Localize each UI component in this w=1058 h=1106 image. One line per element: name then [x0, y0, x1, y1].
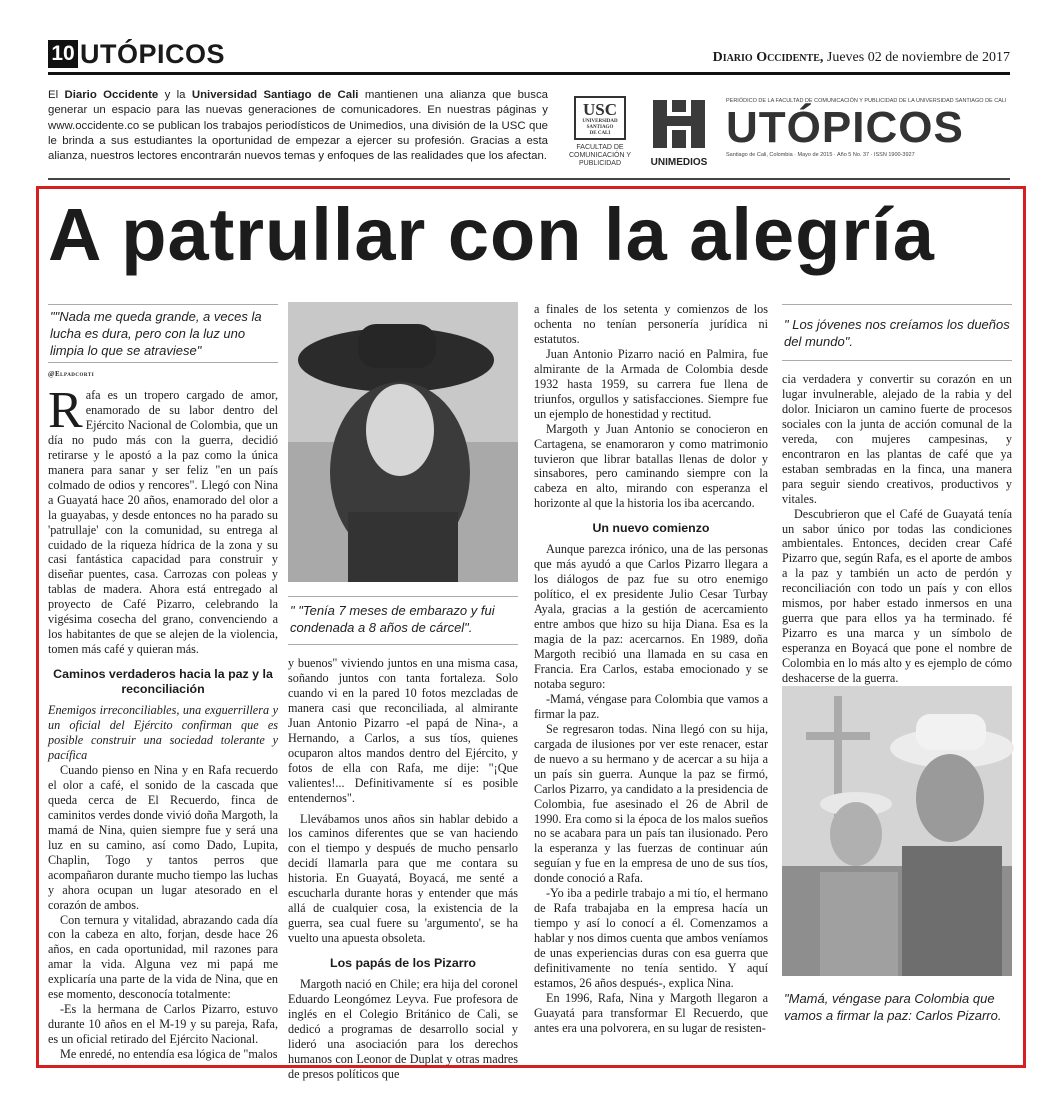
header-rule: [48, 72, 1010, 75]
page-number: 10: [48, 40, 78, 68]
pull-quote: ""Nada me queda grande, a veces la lucha es dura, pero con la luz uno limpia lo que se atraviese": [50, 309, 262, 358]
paragraph: -Mamá, véngase para Colombia que vamos a firmar la paz.: [534, 691, 768, 721]
quote-rule: [782, 360, 1012, 361]
quote-rule: [48, 304, 278, 305]
intro-text: El: [48, 89, 65, 101]
utopicos-wordmark: UTÓPICOS: [726, 103, 964, 152]
usc-logo: [565, 96, 635, 168]
unimedios-label: UNIMEDIOS: [650, 157, 708, 168]
usc-line: SANTIAGO: [586, 125, 614, 130]
utopicos-logo: [726, 98, 1007, 158]
utopicos-tagline: PERIÓDICO DE LA FACULTAD DE COMUNICACIÓN Y PUBLICIDAD DE LA UNIVERSIDAD SANTIAGO DE CALI: [726, 98, 1007, 104]
column-1: [48, 382, 278, 1062]
usc-faculty: FACULTAD DE COMUNICACIÓN Y PUBLICIDAD: [568, 144, 632, 167]
paragraph: Se regresaron todas. Nina llegó con su hija, cargada de ilusiones por ver este renacer, estar de nuevo a su hermano y de acercar a su hija a un país sin guerra. Aunque la paz se firmó, Carlos Pizarro, ya candidato a la presidencia de Colombia, fue asesinado el 26 de Abril de 1990. Era como si la época de los malos sueños no se acabara para un país tan ilusionado. Pero la esperanza y las fuerzas de continuar aún seguían y fue en la empresa de uno de sus tíos, donde conoció a Rafa.: [534, 721, 768, 886]
usc-line: DE CALI: [589, 131, 611, 136]
intro-paragraph: [48, 88, 548, 164]
photo-woman-hat: [288, 302, 518, 582]
quote-rule: [782, 304, 1012, 305]
paragraph: -Es la hermana de Carlos Pizarro, estuvo durante 10 años en el M-19 y su pareja, Rafa, es un oficial retirado del Ejército Nacional.: [48, 1002, 278, 1047]
lead-paragraph: Rafa es un tropero cargado de amor, enamorado de su labor dentro del Ejército Nacional de Colombia, que un día no pudo más con la guerra, decidió retirarse y le apostó a la paz como la única manera para sanar y ser feliz "en un país colmado de odios y rencores". Llegó con Nina a Guayatá hace 20 años, enamorado del olor a la guayabas, y desde entonces no ha parado su 'patrullaje' con la comunidad, su entrega al cuidado de la riqueza hídrica de la zona y su casi fantástica capacidad para construir y diseñar puentes, casa. Carrozas con poleas y tablas de madera. Ahora está entregado al proyecto de Café Pizarro, celebrando la vigésima cosecha del grano, convenciendo a los habitantes de que se alejen de la violencia, tomen más café y quieran más.: [48, 382, 278, 657]
subheading: Un nuevo comienzo: [592, 521, 710, 536]
intro-brand-usc: Universidad Santiago de Cali: [191, 89, 359, 101]
utopicos-issue: Santiago de Cali, Colombia · Mayo de 2015 · Año 5 No. 37 · ISSN 1900-3927: [726, 152, 915, 158]
column-3: [534, 302, 768, 1060]
usc-initials: USC: [582, 100, 617, 119]
paragraph: Juan Antonio Pizarro nació en Palmira, fue almirante de la Armada de Colombia desde 1932 hasta 1959, su carrera fue llena de triunfos, orgullos y satisfacciones. Siempre fue un ejemplo de honestidad y rectitud.: [534, 346, 768, 421]
paragraph: Margoth nació en Chile; era hija del coronel Eduardo Leongómez Leyva. Fue profesora de inglés en el Colegio Británico de Cali, se dedicó a programas de desarrollo social y lideró una asociación para los derechos humanos con Leonor de Duplat y otras madres de presos políticos que: [288, 977, 518, 1081]
photo-couple-hats: [782, 686, 1012, 976]
column-4: [782, 372, 1012, 686]
newspaper-name: Diario Occidente,: [712, 50, 824, 65]
paragraph: Margoth y Juan Antonio se conocieron en Cartagena, se enamoraron y como matrimonio tuvieron que librar batallas llenas de dolor y sinsabores, pero caminando siempre con la cabeza en alto, mirando con esperanza el horizonte al que la historia los iba acercando.: [534, 421, 768, 511]
issue-date: Jueves 02 de noviembre de 2017: [826, 50, 1010, 65]
section-title: UTÓPICOS: [80, 39, 226, 69]
paragraph: -Yo iba a pedirle trabajo a mi tío, el hermano de Rafa trabajaba en la empresa hacía un tiempo y así lo conocí a él. Comenzamos a hablar y nos dimos cuenta que ambos veníamos de unas experiencias duras con esa guerra que definitivamente no tenía sentido. Y aquí estamos, 26 años después-, explica Nina.: [534, 886, 768, 990]
unimedios-logo: [644, 98, 714, 168]
intro-brand-diario: Diario Occidente: [64, 89, 159, 101]
pull-quote: " Los jóvenes nos creíamos los dueños del mundo".: [784, 317, 1010, 349]
pull-quote: " "Tenía 7 meses de embarazo y fui condenada a 8 años de cárcel".: [290, 603, 495, 635]
headline: A patrullar con la alegría: [48, 193, 935, 276]
paragraph: a finales de los setenta y comienzos de los ochenta no tenían personería jurídica ni estatutos.: [534, 302, 768, 346]
subheading-deck: Enemigos irreconciliables, una exguerrillera y un oficial del Ejército confirman que es posible construir una sociedad tolerante y pacífica: [48, 703, 278, 763]
column-2: [288, 656, 518, 1081]
quote-rule: [288, 644, 518, 645]
quote-rule: [48, 362, 278, 363]
paragraph: Con ternura y vitalidad, abrazando cada día con la cabeza en alto, forjan, desde hace 26 años, en cada oportunidad, mil razones para amar la vida. Alguna vez mi papá me explicaría una parte de la vida de Nina, que en ese momento, desconocía totalmente:: [48, 912, 278, 1002]
dateline: [713, 50, 1010, 66]
paragraph: Llevábamos unos años sin hablar debido a los caminos diferentes que se van haciendo con el tiempo y después de mucho pensarlo decidí llamarla para que me contara su historia. En Guayatá, Boyacá, me senté a escucharla durante horas y entender que más allá de cualquier cosa, la existencia de la guerra, sea cual fuere su 'argumento', se ha vuelto una apuesta obsoleta.: [288, 811, 518, 946]
paragraph: cia verdadera y convertir su corazón en un lugar invulnerable, alejado de la rabia y del dolor. Iniciaron un camino fuerte de procesos sociales con la junta de acción comunal de la vereda, con mujeres campesinas, y encontraron en las plantas de café que ya estaban sembradas en la finca, una manera para seguir siendo creativos, productivos y vitales.: [782, 372, 1012, 506]
header-divider: [48, 178, 1010, 180]
paragraph: Aunque parezca irónico, una de las personas que más ayudó a que Carlos Pizarro llegara a los diálogos de paz fue su otro enemigo político, el ex presidente Julio Cesar Turbay Ayala, gracias a la gestión de acercamiento entre ambos que hizo su hija Diana. Esa es la magia de la paz: acercarnos. En 1989, doña Margoth recibió una llamada en su casa en Francia. Era Carlos, estaba emocionado y se notaba seguro:: [534, 542, 768, 691]
usc-line: UNIVERSIDAD: [582, 119, 618, 124]
usc-seal: [574, 96, 626, 140]
paragraph: En 1996, Rafa, Nina y Margoth llegaron a Guayatá para transformar El Recuerdo, que antes era una polvorera, en su lugar de resisten-: [534, 990, 768, 1035]
intro-text: y la: [158, 89, 192, 101]
paragraph: Descubrieron que el Café de Guayatá tenía un sabor único por todas las condiciones ambientales. Entonces, deciden crear Café Pizarro que, según Rafa, es el aporte de ambos a la paz y también un acto de perdón y reconciliación con todo un país y con ellos mismos, por haber estado inmersos en una guerra que para ellos ya ha terminado. fé Pizarro es una marca y un símbolo de esperanza en Boyacá que pone el nombre de Colombia en lo más alto y es ejemplo de cómo deshacerse de la guerra.: [782, 506, 1012, 686]
paragraph: Cuando pienso en Nina y en Rafa recuerdo el olor a café, el sonido de la cascada que queda cerca de El Recuerdo, finca de caminitos verdes donde vivió doña Margoth, la mamá de Nina, quien siempre fue y será una luz en su camino, así como Dado, Lupita, Chaplin, Togo y tantos perros que acompañaron durante mucho tiempo las luchas y ahora ocupan un lugar atesorado en el corazón de ambos.: [48, 762, 278, 912]
quote-rule: [288, 596, 518, 597]
paragraph: y buenos" viviendo juntos en una misma casa, soñando juntos con tanta fortaleza. Solo cuando vi en la pared 10 fotos mezcladas de manera casi que reconciliada, al almirante Juan Antonio Pizarro -el papá de Nina-, a Hernando, a Carlos, a sus tíos, quienes ocuparon altos mandos dentro del Ejército, y fotos de ella con Rafa, me dije: "¡Que valientes!... Definitivamente sí es posible entendernos".: [288, 656, 518, 805]
subheading: Los papás de los Pizarro: [330, 956, 476, 971]
unimedios-mark-icon: [649, 98, 709, 150]
subheading: Caminos verdaderos hacia la paz y la reconciliación: [53, 667, 273, 697]
paragraph: Me enredé, no entendía esa lógica de "malos: [60, 1047, 278, 1062]
intro-text: mantienen una alianza que busca generar un espacio para las nuevas generaciones de comunicadores. En nuestras páginas y www.occidente.co se publican los trabajos periodísticos de Unimedios, una división de la USC que le brinda a sus estudiantes la oportunidad de empezar a ejercer su profesión. Gracias a esta alianza, nuestros lectores encontrarán nuevos temas y enfoques de las realidades que los afectan.: [48, 89, 548, 163]
byline: @Elpadcorti: [48, 370, 95, 378]
photo-caption: "Mamá, véngase para Colombia que vamos a firmar la paz: Carlos Pizarro.: [784, 991, 1002, 1023]
